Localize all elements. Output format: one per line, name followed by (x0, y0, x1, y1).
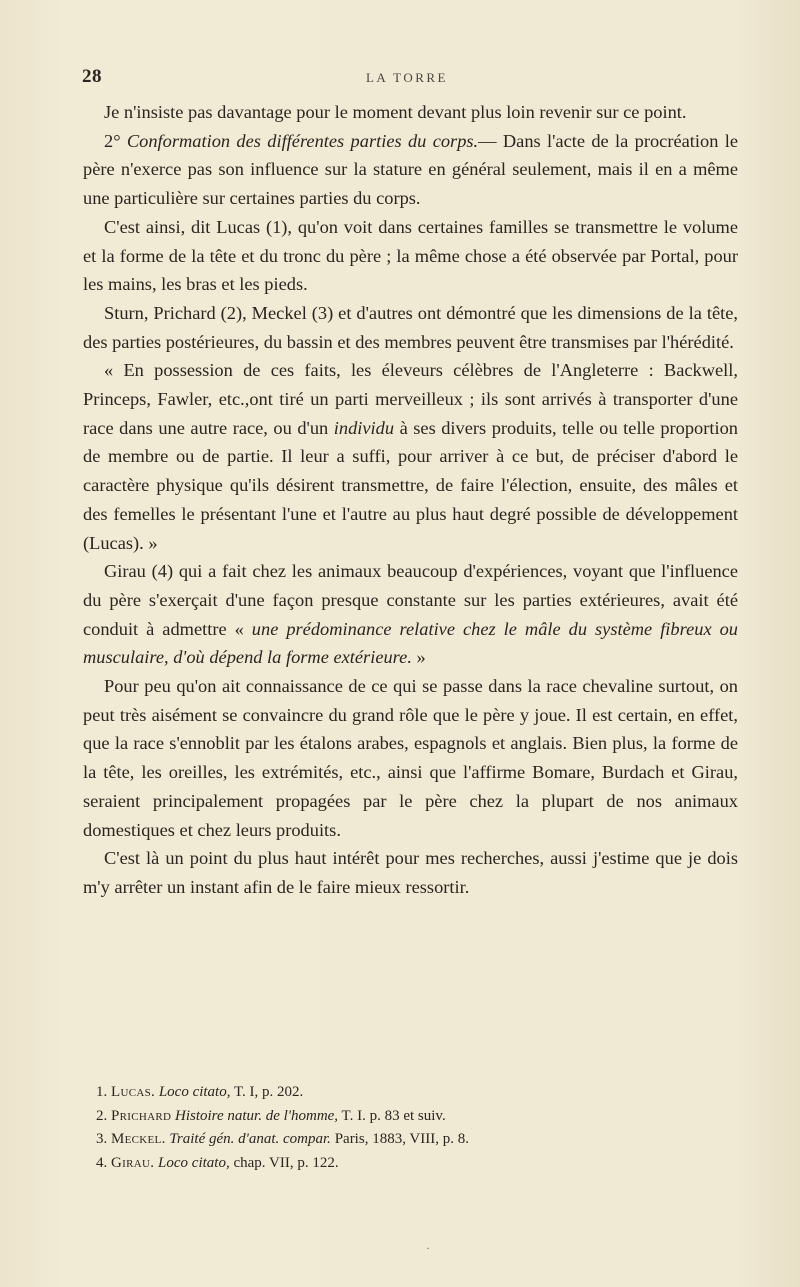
paragraph-text: C'est ainsi, dit Lucas (1), qu'on voit dans certaines familles se transmettre le volume et la forme de la tête et du tronc du père ; la même chose a été observée par Portal, pour les mains, les bras et les pieds. (83, 216, 738, 295)
paragraph (83, 557, 738, 672)
footnote (96, 1081, 736, 1105)
paragraph-text: « En possession de ces faits, les éleveurs célèbres de l'Angleterre : Backwell, Princeps, Fawler, etc.,ont tiré un parti merveilleux ; ils sont arrivés à transporter d'une race dans une autre race, ou d'un (83, 360, 738, 438)
footnote-title: Traité gén. d'anat. compar. (169, 1131, 331, 1147)
footnote-reference: T. I. p. 83 et suiv. (338, 1107, 446, 1124)
paragraph (83, 672, 738, 844)
footnote-author: Prichard (111, 1107, 172, 1124)
footnote-reference: chap. VII, p. 122. (229, 1154, 339, 1171)
ink-mark: · (426, 1241, 430, 1255)
footnote-number: 2. (96, 1107, 108, 1124)
paragraph-text: C'est là un point du plus haut intérêt pour mes recherches, aussi j'estime que je dois m'y arrêter un instant afin de le faire mieux ressortir. (83, 848, 738, 897)
paragraph-text: — Dans l'acte de la procréation le père n'exerce pas son influence sur la stature en général seulement, mais il en a même une particulière sur certaines parties du corps. (83, 130, 738, 209)
paragraph (83, 213, 738, 299)
paragraph-text: Je n'insiste pas davantage pour le moment devant plus loin revenir sur ce point. (104, 102, 687, 122)
paragraph (83, 356, 738, 557)
footnote-title: Loco citato, (158, 1084, 231, 1100)
italic-text: individu (333, 417, 395, 438)
paragraph-text: à ses divers produits, telle ou telle proportion de membre ou de partie. Il leur a suffi, pour arriver à ce but, de préciser d'abord le caractère physique qu'ils désirent transmettre, de faire l'élection, ensuite, des mâles et des femelles le présentant l'une et l'autre au plus haut degré possible de développement (Lucas). » (83, 417, 738, 553)
paragraph-text: Sturn, Prichard (2), Meckel (3) et d'autres ont démontré que les dimensions de la tête, des parties postérieures, du bassin et des membres peuvent être transmises par l'hérédité. (83, 302, 738, 352)
paragraph-text: Girau (4) qui a fait chez les animaux beaucoup d'expériences, voyant que l'influence du père s'exerçait d'une façon presque constante sur les parties extérieures, avait été conduit à admettre « (83, 561, 738, 639)
running-title: LA TORRE (365, 70, 448, 85)
footnote-reference: Paris, 1883, VIII, p. 8. (330, 1131, 469, 1147)
paragraph-text: 2° (104, 130, 127, 151)
footnote-author: Lucas. (111, 1084, 156, 1100)
footnote (96, 1105, 736, 1129)
paragraph (83, 299, 738, 356)
footnote-title: Loco citato, (158, 1154, 230, 1171)
footnote-title: Histoire natur. de l'homme, (175, 1107, 339, 1124)
paragraph-text: » (411, 647, 426, 668)
footnote-author: Meckel. (111, 1131, 166, 1147)
footnote-reference: T. I, p. 202. (230, 1084, 304, 1100)
italic-text: Conformation des différentes parties du corps. (126, 130, 479, 151)
footnote-author: Girau. (111, 1154, 155, 1171)
paragraph (83, 127, 738, 213)
italic-text: une prédominance relative chez le mâle du système fibreux ou musculaire, d'où dépend la forme extérieure. (83, 618, 738, 668)
paragraph-text: Pour peu qu'on ait connaissance de ce qui se passe dans la race chevaline surtout, on peut très aisément se convaincre du grand rôle que le père y joue. Il est certain, en effet, que la race s'ennoblit par les étalons arabes, espagnols et anglais. Bien plus, la forme de la tête, les oreilles, les extrémités, etc., ainsi que l'affirme Bomare, Burdach et Girau, seraient principalement propagées par le père chez la plupart de nos animaux domestiques et chez leurs produits. (83, 676, 738, 840)
footnote-number: 1. (96, 1084, 108, 1100)
footnote-number: 3. (96, 1131, 108, 1147)
footnote-number: 4. (96, 1154, 108, 1171)
page-number: 28 (82, 66, 102, 87)
footnote (96, 1128, 736, 1152)
footnote (96, 1152, 736, 1176)
paragraph (83, 98, 738, 127)
footnotes (96, 1081, 736, 1175)
paragraph (83, 844, 738, 901)
page-header (82, 66, 732, 90)
body-text (83, 98, 738, 902)
